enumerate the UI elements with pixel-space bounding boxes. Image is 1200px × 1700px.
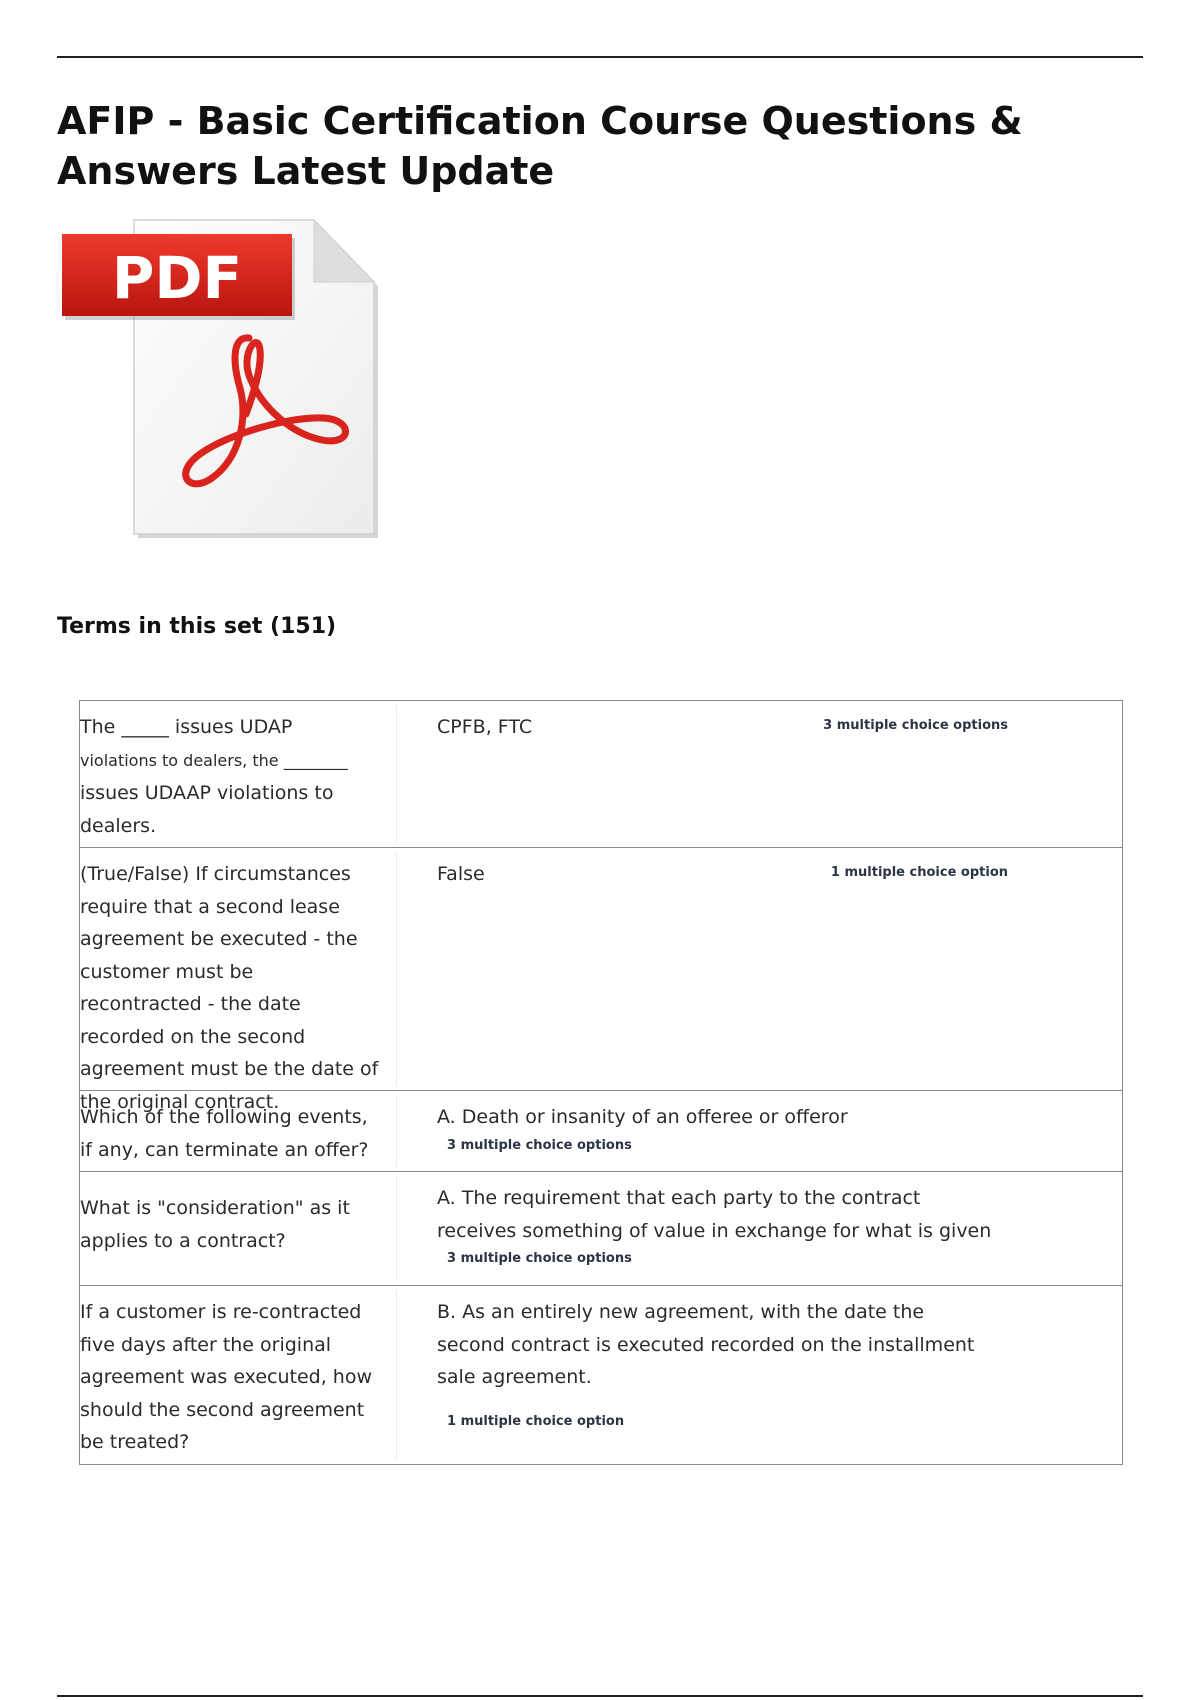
term-text: Which of the following events, if any, can terminate an offer? — [80, 1106, 369, 1161]
definition-text: A. Death or insanity of an offeree or offeror — [437, 1106, 848, 1128]
term-text: What is "consideration" as it applies to a contract? — [80, 1197, 350, 1252]
definition-text: False — [437, 863, 485, 885]
definition-block — [437, 1296, 997, 1434]
definition-text: B. As an entirely new agreement, with the date the second contract is executed recorded on the installment sale agreement. — [437, 1301, 975, 1388]
multiple-choice-options-label[interactable]: 1 multiple choice option — [447, 1413, 625, 1429]
column-divider — [396, 1095, 397, 1167]
table-row — [80, 1171, 1122, 1285]
table-row — [80, 701, 1122, 847]
column-divider — [396, 1290, 397, 1460]
term-line: issues UDAAP violations to dealers. — [80, 782, 334, 837]
bottom-rule — [57, 1695, 1143, 1697]
flashcard-table — [79, 700, 1123, 1465]
term-text: (True/False) If circumstances require that a second lease agreement be executed - the customer must be recontracted - the date recorded on the second agreement must be the date of the original contract. — [80, 863, 379, 1113]
definition-text: CPFB, FTC — [437, 716, 533, 738]
multiple-choice-options-label[interactable]: 3 multiple choice options — [823, 718, 1008, 733]
pdf-label: PDF — [111, 244, 243, 312]
terms-heading: Terms in this set (151) — [57, 614, 337, 639]
term-line: violations to dealers, the ________ — [80, 750, 348, 770]
term-text: If a customer is re-contracted five days after the original agreement was executed, how should the second agreement be treated? — [80, 1301, 373, 1453]
column-divider — [396, 852, 397, 1086]
term-line: The _____ issues UDAP — [80, 716, 293, 738]
definition-text: A. The requirement that each party to the contract receives something of value in exchange for what is given — [437, 1187, 992, 1242]
multiple-choice-options-label[interactable]: 3 multiple choice options — [447, 1137, 632, 1153]
table-row — [80, 847, 1122, 1113]
column-divider — [396, 1176, 397, 1281]
multiple-choice-options-label[interactable]: 1 multiple choice option — [830, 865, 1008, 880]
table-row — [80, 1285, 1122, 1464]
definition-block — [437, 1182, 997, 1271]
document-title: AFIP - Basic Certification Course Questions & Answers Latest Update — [57, 99, 1023, 193]
multiple-choice-options-label[interactable]: 3 multiple choice options — [447, 1251, 632, 1266]
column-divider — [396, 705, 397, 843]
top-rule — [57, 56, 1143, 58]
pdf-file-icon — [62, 218, 382, 542]
definition-block — [437, 1101, 997, 1158]
table-row — [80, 1090, 1122, 1171]
term-text — [80, 711, 380, 842]
